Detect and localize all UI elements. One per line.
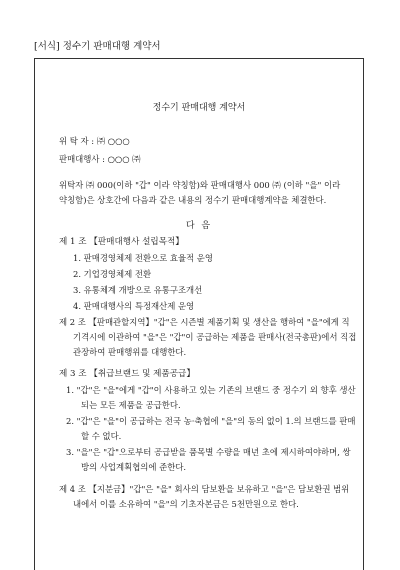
article-4-line: 내에서 이를 소유하여 "을"의 기초자본금은 5천만원으로 한다.: [73, 499, 299, 509]
article-3-line: 방의 사업계획협의에 준한다.: [81, 462, 187, 472]
article-4-line: 제 4 조 【지분금】"갑"은 "을" 회사의 담보환을 보유하고 "을"은 담보환권 범위: [59, 484, 350, 494]
article-3-heading: 제 3 조 【취급브랜드 및 제품공급】: [59, 369, 195, 379]
intro-line-1: 위탁자 ㈜ 000(이하 "갑" 이라 약칭함)와 판매대행사 000 ㈜ (이하 "을" 이라: [59, 180, 341, 190]
form-label: [서식] 정수기 판매대행 계약서: [34, 41, 161, 52]
intro-line-2: 약칭함)은 상호간에 다음과 같은 내용의 정수기 판매대행계약을 체결한다.: [59, 195, 327, 205]
article-1-item: 4. 판매대행사의 특정재산제 운영: [73, 301, 195, 311]
principal-party: 위 탁 자 : ㈜ ○○○: [59, 136, 130, 146]
article-3-line: 2. "갑"은 "을"이 공급하는 전국 농·축협에 "을"의 동의 없이 1.의 브랜드를 판매: [66, 416, 356, 426]
document-title: 정수기 판매대행 계약서: [152, 103, 246, 113]
article-1-item: 3. 유통체계 개방으로 유통구조개선: [73, 285, 203, 295]
article-3-line: 1. "갑"은 "을"에게 "갑"이 사용하고 있는 기존의 브랜드 중 정수기 외 향후 생산: [66, 385, 356, 395]
section-heading: 다 음: [185, 221, 213, 231]
article-3-line: 3. "을"은 "갑"으로부터 공급받을 품목별 수량을 매년 초에 제시하여야하며, 쌍: [66, 447, 351, 457]
article-2-line: 관장하여 판매행위를 대행한다.: [73, 347, 187, 357]
article-3-line: 할 수 없다.: [81, 431, 122, 441]
agent-party: 판매대행사 : ○○○ ㈜: [59, 154, 141, 164]
article-3-line: 되는 모든 제품을 공급한다.: [81, 400, 181, 410]
article-2-line: 제 2 조 【판매관할지역】"갑"은 시즌별 제품기획 및 생산을 행하여 "을"에게 직: [59, 317, 350, 327]
contract-document: [34, 58, 364, 570]
article-2-line: 기격시에 이관하여 "을"은 "갑"이 공급하는 제품을 판매사(전국총판)에서 직접: [73, 332, 357, 342]
article-1-item: 1. 판매경영체제 전환으로 효율적 운영: [73, 253, 213, 263]
article-1-heading: 제 1 조 【판매대행사 설립목적】: [59, 237, 184, 247]
article-1-item: 2. 기업경영체제 전환: [73, 269, 152, 279]
